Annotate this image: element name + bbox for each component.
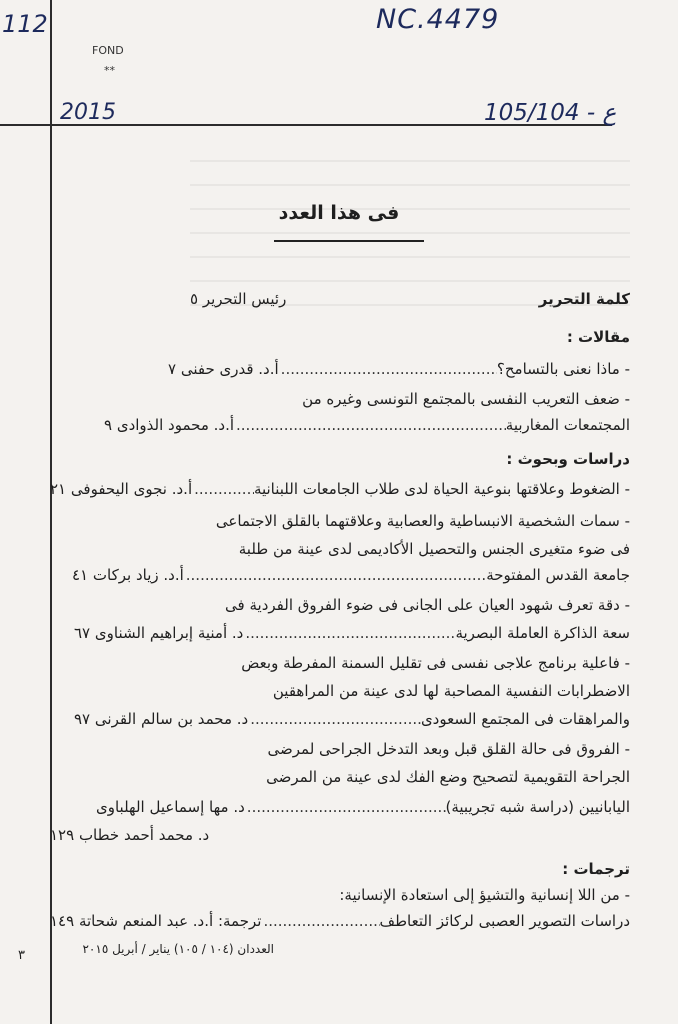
toc-entry: والمراهقات فى المجتمع السعودى ..... د. محمد بن سالم القرنى ٩٧ xyxy=(50,706,630,732)
toc-entry: - الضغوط وعلاقتها بنوعية الحياة لدى طلاب الجامعات اللبنانية ..... أ.د. نجوى اليحفوفى ٢١ xyxy=(50,476,630,502)
toc-entry-text: - الفروق فى حالة القلق قبل وبعد التدخل الجراحى لمرضى xyxy=(267,740,630,758)
section-label-translations: • ترجمات : xyxy=(50,856,630,882)
section-label-studies: • دراسات وبحوث : xyxy=(50,446,630,472)
toc-entry-editor xyxy=(50,286,630,312)
toc-entry: اليابانيين (دراسة شبه تجريبية) ..... د. مها إسماعيل الهلباوى xyxy=(50,794,630,820)
editor-author: رئيس التحرير ٥ xyxy=(190,290,287,308)
toc-entry-text: فى ضوء متغيرى الجنس والتحصيل الأكاديمى لدى عينة من طلبة xyxy=(238,540,630,558)
issue-footer: العددان (١٠٤ / ١٠٥) يناير / أبريل ٢٠١٥ xyxy=(82,942,274,956)
toc-entry-text: الجراحة التقويمية لتصحيح وضع الفك لدى عينة من المرضى xyxy=(266,768,630,786)
page-number: ٣ xyxy=(18,948,25,963)
toc-entry: سعة الذاكرة العاملة البصرية ..... د. أمنية إبراهيم الشناوى ٦٧ xyxy=(50,620,630,646)
section-label-editor: • كلمة التحرير xyxy=(538,290,630,308)
toc-entry-text: - من اللا إنسانية والتشيؤ إلى استعادة الإنسانية: xyxy=(339,886,630,904)
handwritten-catalog-number: NC.4479 xyxy=(376,4,500,35)
page-title: فى هذا العدد xyxy=(278,202,400,224)
toc-entry-text: - دقة تعرف شهود العيان على الجانى فى ضوء الفروق الفردية فى xyxy=(225,596,630,614)
handwritten-issue-number: 105/104 - ع xyxy=(484,100,617,126)
stamp-mark: ** xyxy=(104,64,115,77)
toc-entry: جامعة القدس المفتوحة ..... أ.د. زياد بركات ٤١ xyxy=(50,562,630,588)
stamp-text: FOND xyxy=(92,44,124,57)
section-label-articles: • مقالات : xyxy=(50,324,630,350)
title-underline xyxy=(274,240,424,242)
toc-entry: المجتمعات المغاربية ..... أ.د. محمود الذوادى ٩ xyxy=(50,412,630,438)
toc-entry-text: - سمات الشخصية الانبساطية والعصابية وعلاقتهما بالقلق الاجتماعى xyxy=(215,512,630,530)
handwritten-top-left: 112 xyxy=(2,10,48,38)
toc-entry-text: - فاعلية برنامج علاجى نفسى فى تقليل السمنة المفرطة وبعض xyxy=(241,654,630,672)
toc-entry: دراسات التصوير العصبى لركائز التعاطف ..... ترجمة: أ.د. عبد المنعم شحاتة ١٤٩ xyxy=(50,908,630,934)
toc-entry-text: الاضطرابات النفسية المصاحبة لها لدى عينة من المراهقين xyxy=(272,682,630,700)
toc-entry-text: - ضعف التعريب النفسى بالمجتمع التونسى وغيره من xyxy=(302,390,630,408)
toc-entry: - ماذا نعنى بالتسامح؟ ..... أ.د. قدرى حفنى ٧ xyxy=(50,356,630,382)
handwritten-year: 2015 xyxy=(60,100,116,125)
toc-entry-text: د. محمد أحمد خطاب ١٢٩ xyxy=(50,826,210,844)
